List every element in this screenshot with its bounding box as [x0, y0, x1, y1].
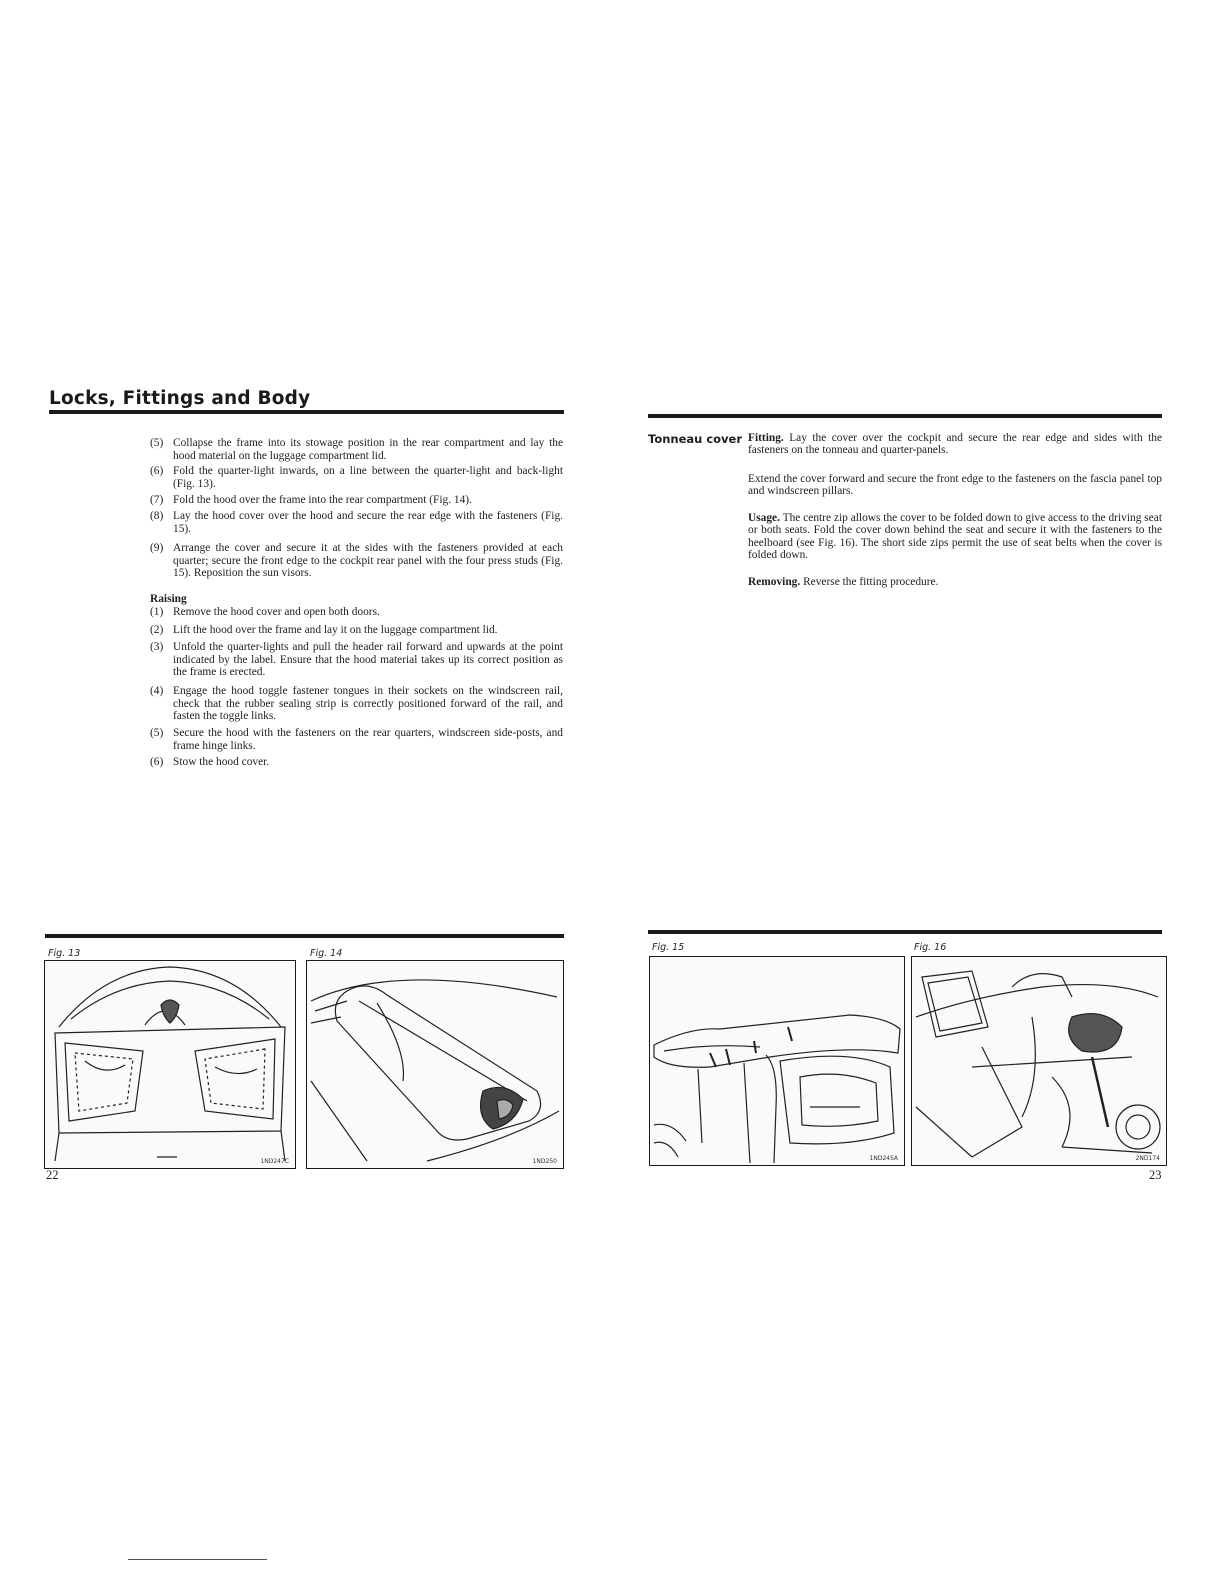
step-text: Fold the quarter-light inwards, on a line between the quarter-light and back-light (Fig. 13). [173, 465, 563, 490]
step-text: Engage the hood toggle fastener tongues in their sockets on the windscreen rail, check that the rubber sealing strip is correctly positioned forward of the rail, and fasten the toggle links. [173, 685, 563, 723]
step-text: Collapse the frame into its stowage position in the rear compartment and lay the hood material on the luggage compartment lid. [173, 437, 563, 462]
raising-step [150, 641, 563, 679]
paragraph-text: Reverse the fitting procedure. [803, 576, 939, 588]
figure-ref-code: 2ND174 [1135, 1155, 1160, 1162]
step-text: Lay the hood cover over the hood and secure the rear edge with the fasteners (Fig. 15). [173, 510, 563, 535]
step-number: (9) [150, 542, 164, 554]
step-number: (5) [150, 437, 164, 449]
page-number: 23 [1149, 1168, 1162, 1182]
figure-rule-left [45, 934, 564, 938]
hood-quarter-light-illustration [45, 961, 295, 1168]
figure-13-image [44, 960, 296, 1169]
side-heading: Tonneau cover [648, 432, 743, 446]
raising-step [150, 756, 563, 769]
hood-folded-illustration [307, 961, 563, 1168]
footer-link-underline[interactable] [128, 1559, 267, 1560]
hood-cover-fasteners-illustration [650, 957, 904, 1165]
step-number: (5) [150, 727, 164, 739]
step-text: Secure the hood with the fasteners on the rear quarters, windscreen side-posts, and frame hinge links. [173, 727, 563, 752]
section-title: Locks, Fittings and Body [49, 388, 311, 409]
raising-step [150, 685, 563, 723]
step-text: Remove the hood cover and open both doors. [173, 606, 380, 618]
figure-label: Fig. 15 [652, 942, 685, 953]
tonneau-folded-illustration [912, 957, 1166, 1165]
paragraph-lead: Fitting. [748, 432, 784, 444]
step-number: (7) [150, 494, 164, 506]
figure-15-image [649, 956, 905, 1166]
step-text: Arrange the cover and secure it at the sides with the fasteners provided at each quarter; secure the front edge to the cockpit rear panel with the four press studs (Fig. 15). Reposition the sun visors. [173, 542, 563, 580]
paragraph-removing [748, 576, 1162, 588]
header-rule-right [648, 414, 1162, 418]
step-number: (6) [150, 465, 164, 477]
step-number: (4) [150, 685, 164, 697]
step-number: (1) [150, 606, 164, 618]
figure-ref-code: 1ND245A [869, 1155, 898, 1162]
figure-label: Fig. 16 [914, 942, 947, 953]
step-text: Unfold the quarter-lights and pull the header rail forward and upwards at the point indicated by the label. Ensure that the hood material takes up its correct position as the frame is erected. [173, 641, 563, 679]
lowering-step [150, 510, 563, 535]
raising-heading: Raising [150, 593, 187, 605]
figure-ref-code: 1ND250 [532, 1158, 557, 1165]
paragraph-lead: Usage. [748, 512, 780, 524]
lowering-step [150, 542, 563, 580]
raising-step [150, 606, 563, 619]
paragraph-fitting [748, 432, 1162, 457]
step-number: (3) [150, 641, 164, 653]
figure-14-image [306, 960, 564, 1169]
paragraph-text: Extend the cover forward and secure the front edge to the fasteners on the fascia panel top and windscreen pillars. [748, 473, 1162, 498]
step-text: Stow the hood cover. [173, 756, 270, 768]
paragraph-lead: Removing. [748, 576, 801, 588]
lowering-step [150, 465, 563, 490]
paragraph-text: Lay the cover over the cockpit and secure the rear edge and sides with the fasteners on the tonneau and quarter-panels. [748, 432, 1163, 457]
raising-step [150, 624, 563, 637]
paragraph-extend [748, 473, 1162, 498]
step-number: (8) [150, 510, 164, 522]
paragraph-usage [748, 512, 1162, 562]
lowering-step [150, 494, 563, 507]
raising-step [150, 727, 563, 752]
figure-rule-right [648, 930, 1162, 934]
page-number: 22 [46, 1168, 59, 1182]
header-rule-left [49, 410, 564, 414]
figure-label: Fig. 13 [48, 948, 81, 959]
step-text: Fold the hood over the frame into the rear compartment (Fig. 14). [173, 494, 472, 506]
step-text: Lift the hood over the frame and lay it on the luggage compartment lid. [173, 624, 498, 636]
figure-ref-code: 1ND247C [260, 1158, 289, 1165]
step-number: (6) [150, 756, 164, 768]
step-number: (2) [150, 624, 164, 636]
figure-label: Fig. 14 [310, 948, 343, 959]
lowering-step [150, 437, 563, 462]
paragraph-text: The centre zip allows the cover to be folded down to give access to the driving seat or both seats. Fold the cover down behind the seat and secure it with the fasteners to the heelboard (see Fig. 16). The short side zips permit the use of seat belts when the cover is folded down. [748, 512, 1162, 562]
figure-16-image [911, 956, 1167, 1166]
